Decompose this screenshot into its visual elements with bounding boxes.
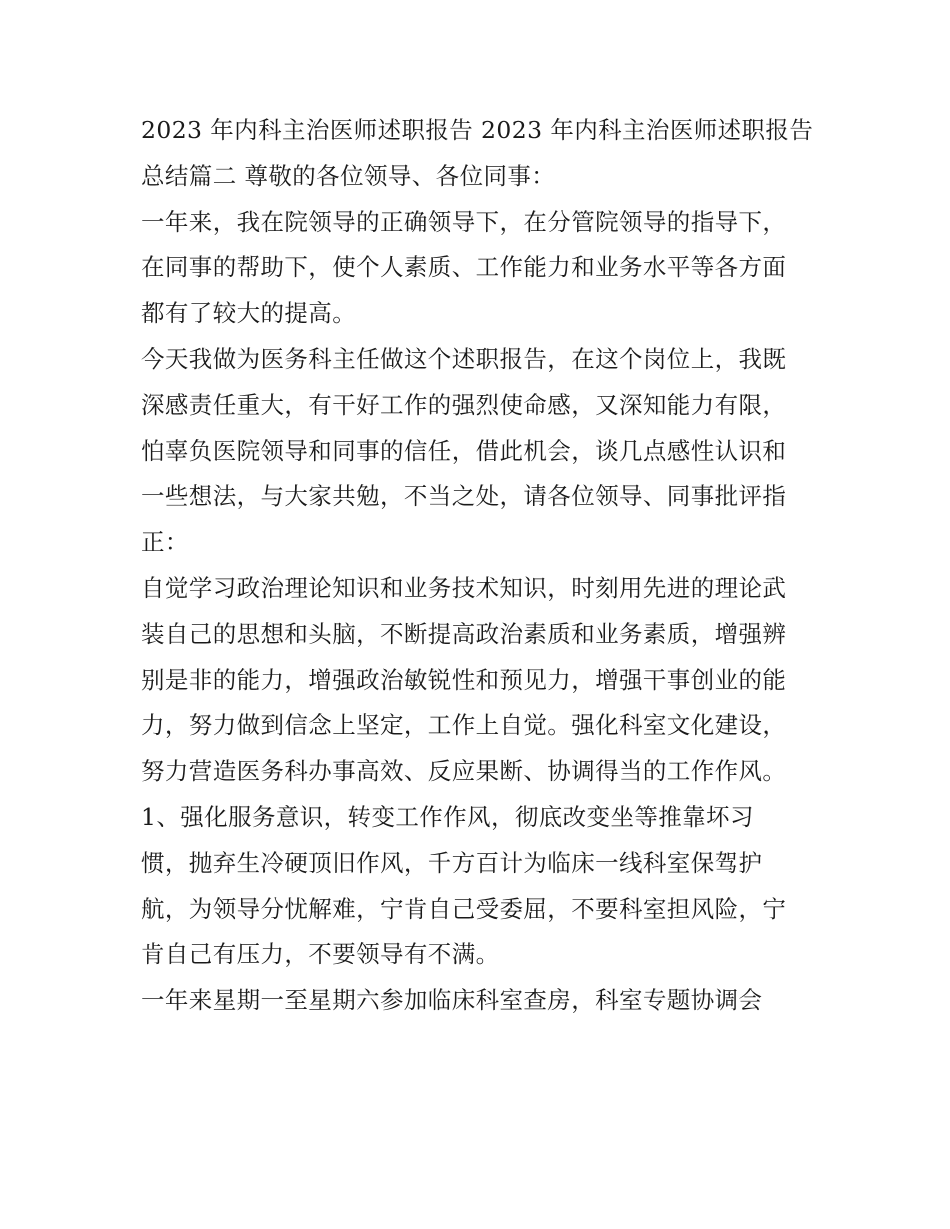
text-line: 都有了较大的提高。 [141, 299, 357, 328]
text-line: 惯，抛弃生冷硬顶旧作风，千方百计为临床一线科室保驾护 [141, 848, 763, 877]
text-line: 今天我做为医务科主任做这个述职报告，在这个岗位上，我既 [141, 344, 787, 373]
text-line: 力，努力做到信念上坚定，工作上自觉。强化科室文化建设， [141, 711, 787, 740]
text-line: 深感责任重大，有干好工作的强烈使命感，又深知能力有限， [141, 390, 787, 419]
text-line: 怕辜负医院领导和同事的信任，借此机会，谈几点感性认识和 [141, 436, 787, 465]
text-line: 装自己的思想和头脑，不断提高政治素质和业务素质，增强辨 [141, 619, 787, 648]
text-line: 在同事的帮助下，使个人素质、工作能力和业务水平等各方面 [141, 253, 787, 282]
text-line: 航，为领导分忧解难，宁肯自己受委屈，不要科室担风险，宁 [141, 894, 787, 923]
text-line: 一年来星期一至星期六参加临床科室查房，科室专题协调会 [141, 986, 763, 1015]
text-line: 一些想法，与大家共勉，不当之处，请各位领导、同事批评指 [141, 482, 787, 511]
text-line: 1、强化服务意识，转变工作作风，彻底改变坐等推靠坏习 [141, 802, 754, 831]
text-line: 肯自己有压力，不要领导有不满。 [141, 940, 500, 969]
text-line: 努力营造医务科办事高效、反应果断、协调得当的工作作风。 [141, 757, 787, 786]
text-line: 别是非的能力，增强政治敏锐性和预见力，增强干事创业的能 [141, 665, 787, 694]
text-line: 总结篇二 尊敬的各位领导、各位同事： [141, 161, 556, 190]
text-line: 自觉学习政治理论知识和业务技术知识，时刻用先进的理论武 [141, 573, 787, 602]
text-line: 一年来，我在院领导的正确领导下，在分管院领导的指导下， [141, 207, 787, 236]
text-line: 正： [141, 528, 189, 557]
text-line: 2023 年内科主治医师述职报告 2023 年内科主治医师述职报告 [141, 116, 814, 144]
document-body [141, 108, 821, 1024]
